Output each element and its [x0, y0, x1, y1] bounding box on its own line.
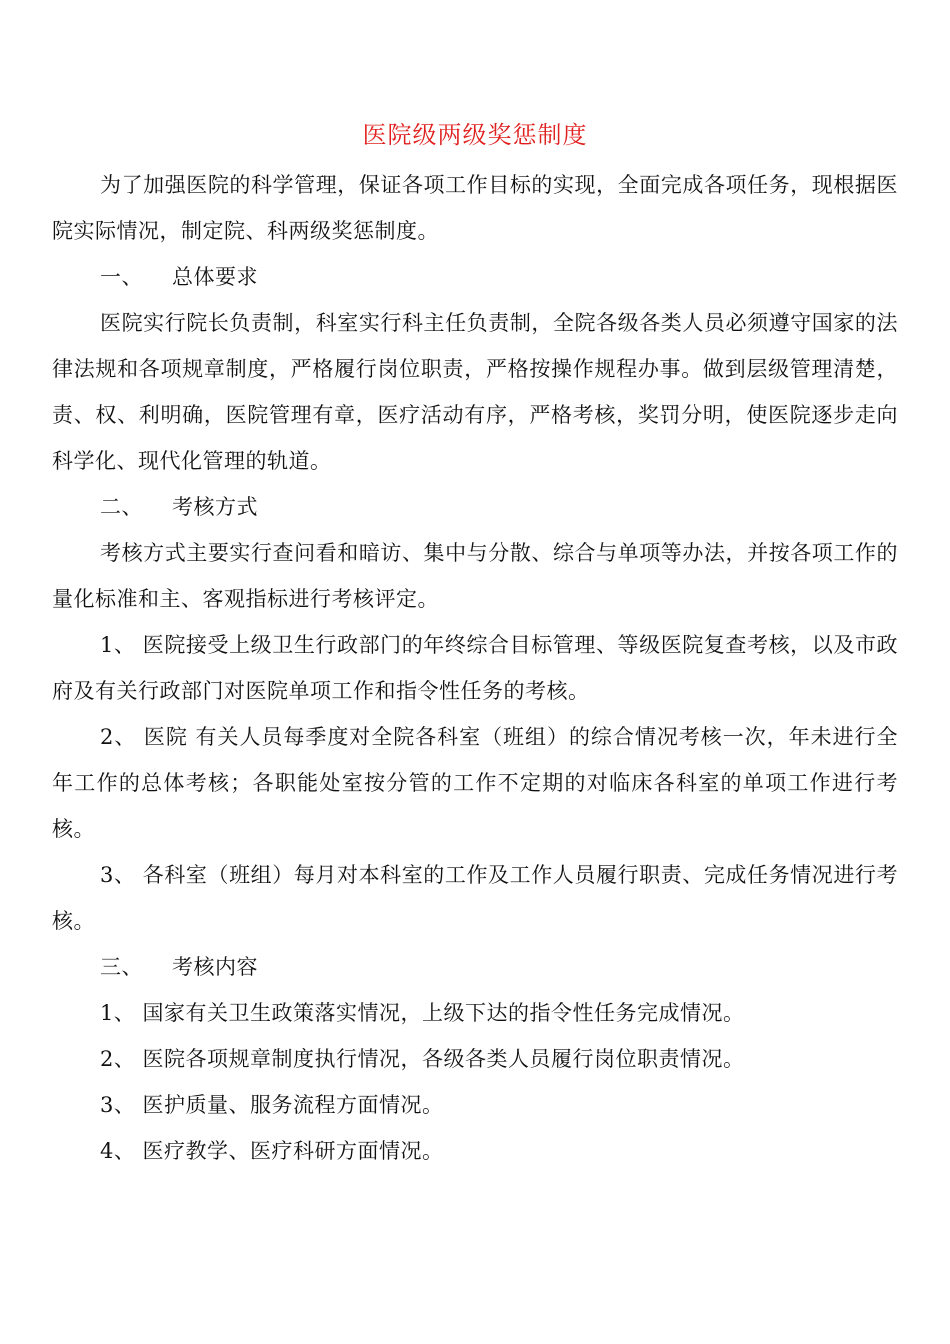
list-item: 1、 医院接受上级卫生行政部门的年终综合目标管理、等级医院复查考核，以及市政府及有关行政部门对医院单项工作和指令性任务的考核。 [52, 633, 898, 703]
list-item: 4、 医疗教学、医疗科研方面情况。 [100, 1139, 444, 1163]
list-item: 3、 各科室（班组）每月对本科室的工作及工作人员履行职责、完成任务情况进行考核。 [52, 863, 898, 933]
document-body [52, 162, 898, 1174]
body-paragraph: 考核方式主要实行查问看和暗访、集中与分散、综合与单项等办法，并按各项工作的量化标准和主、客观指标进行考核评定。 [52, 541, 898, 611]
document-title: 医院级两级奖惩制度 [362, 121, 588, 149]
intro-paragraph: 为了加强医院的科学管理，保证各项工作目标的实现，全面完成各项任务，现根据医院实际情况，制定院、科两级奖惩制度。 [52, 173, 898, 243]
section-heading-3 [52, 944, 898, 990]
section-heading-1 [52, 254, 898, 300]
section-title: 考核方式 [172, 495, 258, 519]
section-title: 考核内容 [172, 955, 258, 979]
list-item: 2、 医院各项规章制度执行情况，各级各类人员履行岗位职责情况。 [100, 1047, 745, 1071]
section-title: 总体要求 [172, 265, 258, 289]
section-number: 二、 [100, 495, 143, 519]
section-number: 三、 [100, 955, 143, 979]
list-item: 2、 医院 有关人员每季度对全院各科室（班组）的综合情况考核一次，年未进行全年工作的总体考核；各职能处室按分管的工作不定期的对临床各科室的单项工作进行考核。 [52, 725, 898, 841]
section-number: 一、 [100, 265, 143, 289]
list-item: 3、 医护质量、服务流程方面情况。 [100, 1093, 444, 1117]
body-paragraph: 医院实行院长负责制，科室实行科主任负责制，全院各级各类人员必须遵守国家的法律法规和各项规章制度，严格履行岗位职责，严格按操作规程办事。做到层级管理清楚，责、权、利明确，医院管理有章，医疗活动有序，严格考核，奖罚分明，使医院逐步走向科学化、现代化管理的轨道。 [52, 311, 898, 473]
section-heading-2 [52, 484, 898, 530]
list-item: 1、 国家有关卫生政策落实情况，上级下达的指令性任务完成情况。 [100, 1001, 745, 1025]
